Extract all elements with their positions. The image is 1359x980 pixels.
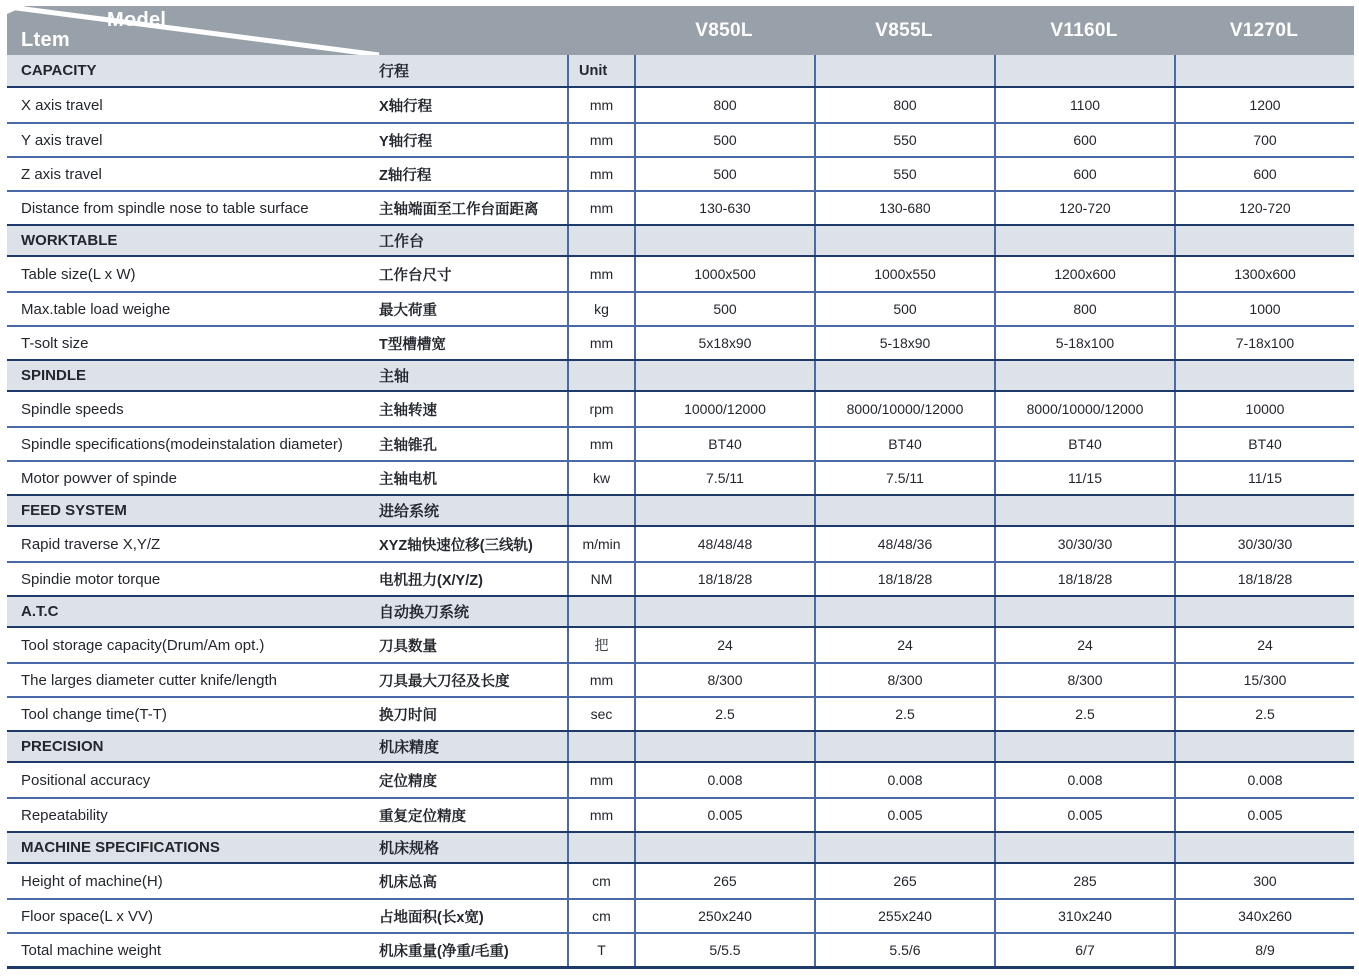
spec-name-zh: 主轴转速 xyxy=(379,402,437,419)
section-title-en: FEED SYSTEM xyxy=(21,502,127,519)
section-title-zh: 自动换刀系统 xyxy=(379,604,470,621)
spec-table-body xyxy=(7,55,1354,966)
section-title-en: A.T.C xyxy=(21,603,59,620)
spec-row xyxy=(7,325,1354,359)
spec-value: 48/48/36 xyxy=(814,527,994,561)
spec-value: 800 xyxy=(634,88,814,122)
spec-row xyxy=(7,628,1354,662)
spec-name-en: Distance from spindle nose to table surface xyxy=(21,199,309,217)
section-title-zh: 行程 xyxy=(379,63,410,80)
spec-value: 10000 xyxy=(1174,392,1354,426)
spec-value: 265 xyxy=(814,864,994,898)
spec-value: 48/48/48 xyxy=(634,527,814,561)
spec-value: 11/15 xyxy=(1174,462,1354,494)
spec-name-zh: XYZ轴快速位移(三线轨) xyxy=(379,537,533,554)
spec-unit: rpm xyxy=(567,392,634,426)
section-rows xyxy=(7,88,1354,224)
spec-value: 800 xyxy=(994,293,1174,325)
spec-value: 24 xyxy=(1174,628,1354,662)
spec-name-zh: 主轴锥孔 xyxy=(379,437,437,454)
spec-row xyxy=(7,88,1354,122)
section-empty-cell xyxy=(994,226,1174,255)
spec-unit: cm xyxy=(567,864,634,898)
spec-name-zh: T型槽槽宽 xyxy=(379,336,446,353)
section-empty-cell xyxy=(634,732,814,761)
spec-unit: T xyxy=(567,934,634,966)
spec-name-zh: 定位精度 xyxy=(379,773,437,790)
spec-value: 8/9 xyxy=(1174,934,1354,966)
spec-unit: kw xyxy=(567,462,634,494)
spec-name-en: Rapid traverse X,Y/Z xyxy=(21,535,161,553)
section-unit-label xyxy=(567,361,634,390)
spec-name-en: Y axis travel xyxy=(21,131,103,149)
spec-row xyxy=(7,864,1354,898)
section-title-zh: 主轴 xyxy=(379,368,410,385)
section-rows xyxy=(7,527,1354,595)
spec-row xyxy=(7,426,1354,460)
spec-name-en: Tool change time(T-T) xyxy=(21,705,167,723)
spec-row xyxy=(7,696,1354,730)
spec-value: 600 xyxy=(994,124,1174,156)
spec-row xyxy=(7,122,1354,156)
spec-name-zh: 最大荷重 xyxy=(379,302,437,319)
spec-value: 700 xyxy=(1174,124,1354,156)
spec-value: 8/300 xyxy=(634,664,814,696)
spec-value: 30/30/30 xyxy=(994,527,1174,561)
section-rows xyxy=(7,763,1354,831)
spec-row xyxy=(7,460,1354,494)
spec-row xyxy=(7,662,1354,696)
spec-value: 8000/10000/12000 xyxy=(994,392,1174,426)
spec-value: 500 xyxy=(634,158,814,190)
section-header-row xyxy=(7,224,1354,257)
spec-name-en: Positional accuracy xyxy=(21,771,151,789)
spec-sheet xyxy=(7,6,1354,969)
spec-value: 300 xyxy=(1174,864,1354,898)
section-title-zh: 机床精度 xyxy=(379,739,440,756)
spec-row xyxy=(7,257,1354,291)
spec-value: 0.005 xyxy=(634,799,814,831)
spec-unit: mm xyxy=(567,799,634,831)
section-empty-cell xyxy=(814,597,994,626)
spec-row xyxy=(7,763,1354,797)
spec-value: BT40 xyxy=(994,428,1174,460)
spec-value: 1000x550 xyxy=(814,257,994,291)
spec-name-en: T-solt size xyxy=(21,334,89,352)
spec-value: 340x260 xyxy=(1174,900,1354,932)
spec-value: 800 xyxy=(814,88,994,122)
spec-value: 600 xyxy=(994,158,1174,190)
spec-name-zh: Z轴行程 xyxy=(379,167,432,184)
spec-row xyxy=(7,898,1354,932)
section-unit-label xyxy=(567,597,634,626)
spec-value: 5x18x90 xyxy=(634,327,814,359)
spec-value: 18/18/28 xyxy=(994,563,1174,595)
section-empty-cell xyxy=(1174,226,1354,255)
spec-value: 250x240 xyxy=(634,900,814,932)
section-unit-label xyxy=(567,732,634,761)
section-empty-cell xyxy=(994,496,1174,525)
spec-value: 550 xyxy=(814,158,994,190)
section-empty-cell xyxy=(634,496,814,525)
spec-unit: kg xyxy=(567,293,634,325)
spec-value: 8/300 xyxy=(814,664,994,696)
spec-value: 2.5 xyxy=(814,698,994,730)
spec-name-en: Max.table load weighe xyxy=(21,300,171,318)
section-empty-cell xyxy=(994,833,1174,862)
spec-value: 7.5/11 xyxy=(814,462,994,494)
section-unit-label: Unit xyxy=(567,55,634,86)
model-header: V1160L xyxy=(1050,19,1118,41)
section-empty-cell xyxy=(814,55,994,86)
spec-name-zh: X轴行程 xyxy=(379,98,433,115)
spec-value: 500 xyxy=(814,293,994,325)
section-empty-cell xyxy=(814,732,994,761)
model-header: V1270L xyxy=(1229,19,1299,41)
section-title-en: CAPACITY xyxy=(21,62,97,79)
section-unit-label xyxy=(567,496,634,525)
spec-name-zh: 工作台尺寸 xyxy=(379,267,452,284)
spec-value: 1000 xyxy=(1174,293,1354,325)
spec-row xyxy=(7,797,1354,831)
spec-unit: cm xyxy=(567,900,634,932)
section-empty-cell xyxy=(994,597,1174,626)
spec-row xyxy=(7,932,1354,966)
spec-name-en: Spindle speeds xyxy=(21,400,124,418)
model-header: V850L xyxy=(695,19,753,41)
spec-value: 6/7 xyxy=(994,934,1174,966)
section-unit-label xyxy=(567,833,634,862)
spec-row xyxy=(7,561,1354,595)
spec-name-en: Spindle specifications(modeinstalation diameter) xyxy=(21,435,343,453)
spec-name-zh: 机床总高 xyxy=(379,874,437,891)
spec-value: 30/30/30 xyxy=(1174,527,1354,561)
spec-value: BT40 xyxy=(814,428,994,460)
spec-value: 7.5/11 xyxy=(634,462,814,494)
section-empty-cell xyxy=(634,55,814,86)
spec-value: 1300x600 xyxy=(1174,257,1354,291)
diagonal-divider-line xyxy=(7,6,634,55)
section-title-en: WORKTABLE xyxy=(21,232,118,249)
spec-value: 10000/12000 xyxy=(634,392,814,426)
section-title-en: PRECISION xyxy=(21,738,104,755)
spec-name-en: Height of machine(H) xyxy=(21,872,163,890)
spec-row xyxy=(7,291,1354,325)
spec-value: 130-630 xyxy=(634,192,814,224)
spec-name-zh: Y轴行程 xyxy=(379,133,433,150)
spec-name-zh: 主轴端面至工作台面距离 xyxy=(379,201,539,218)
section-empty-cell xyxy=(814,226,994,255)
section-header-row xyxy=(7,595,1354,628)
spec-unit: mm xyxy=(567,664,634,696)
spec-name-zh: 刀具最大刀径及长度 xyxy=(379,673,510,690)
spec-name-en: The larges diameter cutter knife/length xyxy=(21,671,277,689)
spec-value: 18/18/28 xyxy=(814,563,994,595)
spec-value: 550 xyxy=(814,124,994,156)
section-empty-cell xyxy=(634,597,814,626)
spec-name-en: Floor space(L x VV) xyxy=(21,907,153,925)
spec-value: 1200x600 xyxy=(994,257,1174,291)
section-empty-cell xyxy=(1174,732,1354,761)
model-header: V855L xyxy=(875,19,933,41)
section-empty-cell xyxy=(634,361,814,390)
spec-unit: mm xyxy=(567,88,634,122)
spec-row xyxy=(7,527,1354,561)
spec-unit: mm xyxy=(567,158,634,190)
spec-value: 130-680 xyxy=(814,192,994,224)
spec-value: 24 xyxy=(994,628,1174,662)
table-header-band xyxy=(7,6,1354,55)
section-empty-cell xyxy=(1174,361,1354,390)
spec-name-en: Spindie motor torque xyxy=(21,570,161,588)
section-rows xyxy=(7,392,1354,494)
spec-value: 5-18x100 xyxy=(994,327,1174,359)
section-title-zh: 机床规格 xyxy=(379,840,440,857)
section-empty-cell xyxy=(814,833,994,862)
section-empty-cell xyxy=(814,361,994,390)
spec-name-en: Tool storage capacity(Drum/Am opt.) xyxy=(21,636,265,654)
spec-row xyxy=(7,392,1354,426)
spec-value: 7-18x100 xyxy=(1174,327,1354,359)
spec-value: 500 xyxy=(634,124,814,156)
spec-name-en: X axis travel xyxy=(21,96,103,114)
spec-value: BT40 xyxy=(634,428,814,460)
section-empty-cell xyxy=(1174,496,1354,525)
spec-unit: 把 xyxy=(567,628,634,662)
section-header-row xyxy=(7,55,1354,88)
spec-name-zh: 重复定位精度 xyxy=(379,808,466,825)
spec-value: 0.005 xyxy=(994,799,1174,831)
spec-value: 24 xyxy=(814,628,994,662)
spec-value: 1000x500 xyxy=(634,257,814,291)
spec-value: 5.5/6 xyxy=(814,934,994,966)
spec-value: 8000/10000/12000 xyxy=(814,392,994,426)
spec-name-en: Table size(L x W) xyxy=(21,265,136,283)
spec-unit: mm xyxy=(567,192,634,224)
section-unit-label xyxy=(567,226,634,255)
spec-value: 11/15 xyxy=(994,462,1174,494)
spec-value: 310x240 xyxy=(994,900,1174,932)
section-title-zh: 工作台 xyxy=(379,233,425,250)
section-title-en: SPINDLE xyxy=(21,367,87,384)
section-header-row xyxy=(7,730,1354,763)
spec-row xyxy=(7,156,1354,190)
spec-row xyxy=(7,190,1354,224)
spec-name-zh: 刀具数量 xyxy=(379,638,437,655)
spec-value: 285 xyxy=(994,864,1174,898)
spec-value: 0.008 xyxy=(814,763,994,797)
section-empty-cell xyxy=(994,361,1174,390)
spec-name-zh: 主轴电机 xyxy=(379,471,437,488)
spec-value: 15/300 xyxy=(1174,664,1354,696)
spec-value: 255x240 xyxy=(814,900,994,932)
section-empty-cell xyxy=(634,833,814,862)
section-title-zh: 进给系统 xyxy=(379,503,440,520)
spec-unit: NM xyxy=(567,563,634,595)
section-empty-cell xyxy=(994,732,1174,761)
spec-value: 5-18x90 xyxy=(814,327,994,359)
spec-name-zh: 占地面积(长x宽) xyxy=(379,909,484,926)
spec-value: 2.5 xyxy=(1174,698,1354,730)
spec-name-en: Motor powver of spinde xyxy=(21,469,177,487)
spec-name-en: Total machine weight xyxy=(21,941,162,959)
spec-value: 0.008 xyxy=(1174,763,1354,797)
section-empty-cell xyxy=(1174,55,1354,86)
spec-value: 18/18/28 xyxy=(1174,563,1354,595)
section-empty-cell xyxy=(994,55,1174,86)
spec-name-zh: 换刀时间 xyxy=(379,707,437,724)
spec-value: 2.5 xyxy=(634,698,814,730)
spec-value: 0.008 xyxy=(994,763,1174,797)
spec-unit: mm xyxy=(567,428,634,460)
section-header-row xyxy=(7,494,1354,527)
spec-value: 2.5 xyxy=(994,698,1174,730)
spec-name-en: Z axis travel xyxy=(21,165,102,183)
section-empty-cell xyxy=(814,496,994,525)
spec-value: 0.005 xyxy=(1174,799,1354,831)
spec-value: 1200 xyxy=(1174,88,1354,122)
spec-value: 1100 xyxy=(994,88,1174,122)
spec-value: 600 xyxy=(1174,158,1354,190)
spec-unit: sec xyxy=(567,698,634,730)
section-empty-cell xyxy=(1174,833,1354,862)
spec-value: BT40 xyxy=(1174,428,1354,460)
spec-value: 8/300 xyxy=(994,664,1174,696)
spec-name-zh: 电机扭力(X/Y/Z) xyxy=(379,572,483,589)
spec-unit: m/min xyxy=(567,527,634,561)
spec-value: 120-720 xyxy=(994,192,1174,224)
section-rows xyxy=(7,628,1354,730)
spec-value: 500 xyxy=(634,293,814,325)
spec-value: 18/18/28 xyxy=(634,563,814,595)
section-empty-cell xyxy=(1174,597,1354,626)
spec-name-zh: 机床重量(净重/毛重) xyxy=(379,943,509,960)
section-empty-cell xyxy=(634,226,814,255)
spec-value: 120-720 xyxy=(1174,192,1354,224)
corner-label-model: Model xyxy=(107,9,167,31)
spec-unit: mm xyxy=(567,257,634,291)
spec-unit: mm xyxy=(567,327,634,359)
section-rows xyxy=(7,864,1354,966)
spec-value: 0.005 xyxy=(814,799,994,831)
spec-unit: mm xyxy=(567,124,634,156)
corner-label-item: Ltem xyxy=(21,29,70,51)
spec-value: 5/5.5 xyxy=(634,934,814,966)
spec-value: 265 xyxy=(634,864,814,898)
spec-unit: mm xyxy=(567,763,634,797)
spec-name-en: Repeatability xyxy=(21,806,108,824)
section-rows xyxy=(7,257,1354,359)
section-header-row xyxy=(7,359,1354,392)
section-title-en: MACHINE SPECIFICATIONS xyxy=(21,839,220,856)
spec-value: 0.008 xyxy=(634,763,814,797)
diagonal-corner-cell xyxy=(7,6,634,55)
spec-value: 24 xyxy=(634,628,814,662)
section-header-row xyxy=(7,831,1354,864)
